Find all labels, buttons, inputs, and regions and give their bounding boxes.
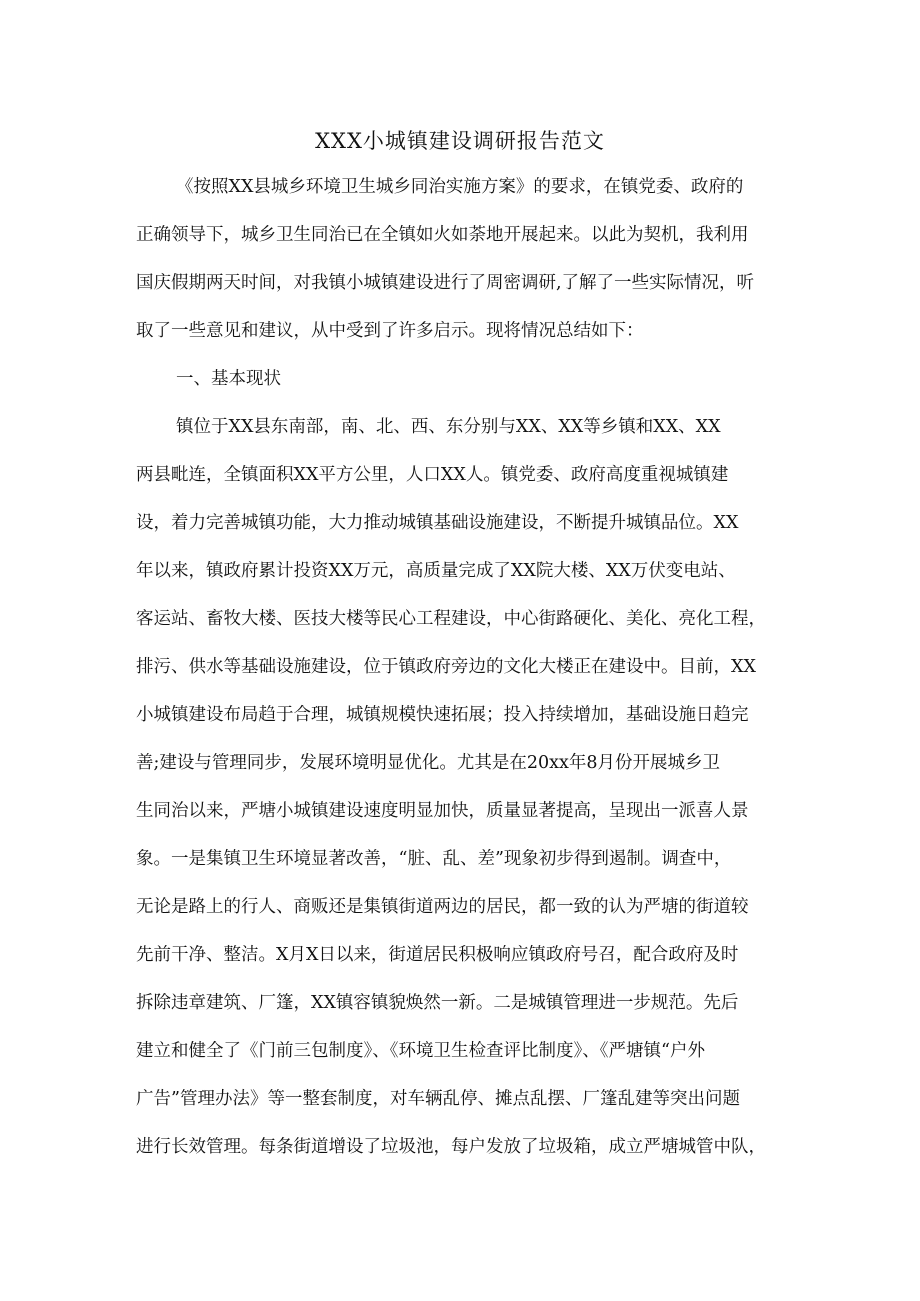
body-line: 年以来，镇政府累计投资XX万元，高质量完成了XX院大楼、XX万伏变电站、 xyxy=(136,561,736,581)
body-line: 象。一是集镇卫生环境显著改善，“脏、乱、差”现象初步得到遏制。调查中， xyxy=(136,849,732,869)
document-title: XXX小城镇建设调研报告范文 xyxy=(315,129,605,153)
body-line: 小城镇建设布局趋于合理，城镇规模快速拓展；投入持续增加，基础设施日趋完 xyxy=(136,705,749,725)
body-line: 排污、供水等基础设施建设，位于镇政府旁边的文化大楼正在建设中。目前，XX xyxy=(136,657,756,677)
body-line: 拆除违章建筑、厂篷，XX镇容镇貌焕然一新。二是城镇管理进一步规范。先后 xyxy=(136,993,739,1013)
body-line: 先前干净、整洁。X月X日以来，街道居民积极响应镇政府号召，配合政府及时 xyxy=(136,945,739,965)
body-line: 建立和健全了《门前三包制度》、《环境卫生检查评比制度》、《严塘镇“户外 xyxy=(136,1041,705,1061)
body-line: 镇位于XX县东南部，南、北、西、东分别与XX、XX等乡镇和XX、XX xyxy=(176,417,721,437)
intro-line: 《按照XX县城乡环境卫生城乡同治实施方案》的要求，在镇党委、政府的 xyxy=(176,177,744,197)
body-line: 设，着力完善城镇功能，大力推动城镇基础设施建设，不断提升城镇品位。XX xyxy=(136,513,739,533)
intro-line: 国庆假期两天时间，对我镇小城镇建设进行了周密调研,了解了一些实际情况，听 xyxy=(136,273,755,293)
intro-line: 正确领导下，城乡卫生同治已在全镇如火如荼地开展起来。以此为契机，我利用 xyxy=(136,225,749,245)
body-line: 进行长效管理。每条街道增设了垃圾池，每户发放了垃圾箱，成立严塘城管中队， xyxy=(136,1137,766,1157)
body-line: 客运站、畜牧大楼、医技大楼等民心工程建设，中心街路硬化、美化、亮化工程， xyxy=(136,609,766,629)
body-line: 无论是路上的行人、商贩还是集镇街道两边的居民，都一致的认为严塘的街道较 xyxy=(136,897,749,917)
section-heading: 一、基本现状 xyxy=(176,369,281,389)
body-line: 广告”管理办法》等一整套制度，对车辆乱停、摊点乱摆、厂篷乱建等突出问题 xyxy=(136,1089,740,1109)
intro-line: 取了一些意见和建议，从中受到了许多启示。现将情况总结如下： xyxy=(136,321,644,341)
body-line: 生同治以来，严塘小城镇建设速度明显加快，质量显著提高，呈现出一派喜人景 xyxy=(136,801,749,821)
body-line: 善;建设与管理同步，发展环境明显优化。尤其是在20xx年8月份开展城乡卫 xyxy=(136,753,721,773)
body-line: 两县毗连，全镇面积XX平方公里，人口XX人。镇党委、政府高度重视城镇建 xyxy=(136,465,729,485)
